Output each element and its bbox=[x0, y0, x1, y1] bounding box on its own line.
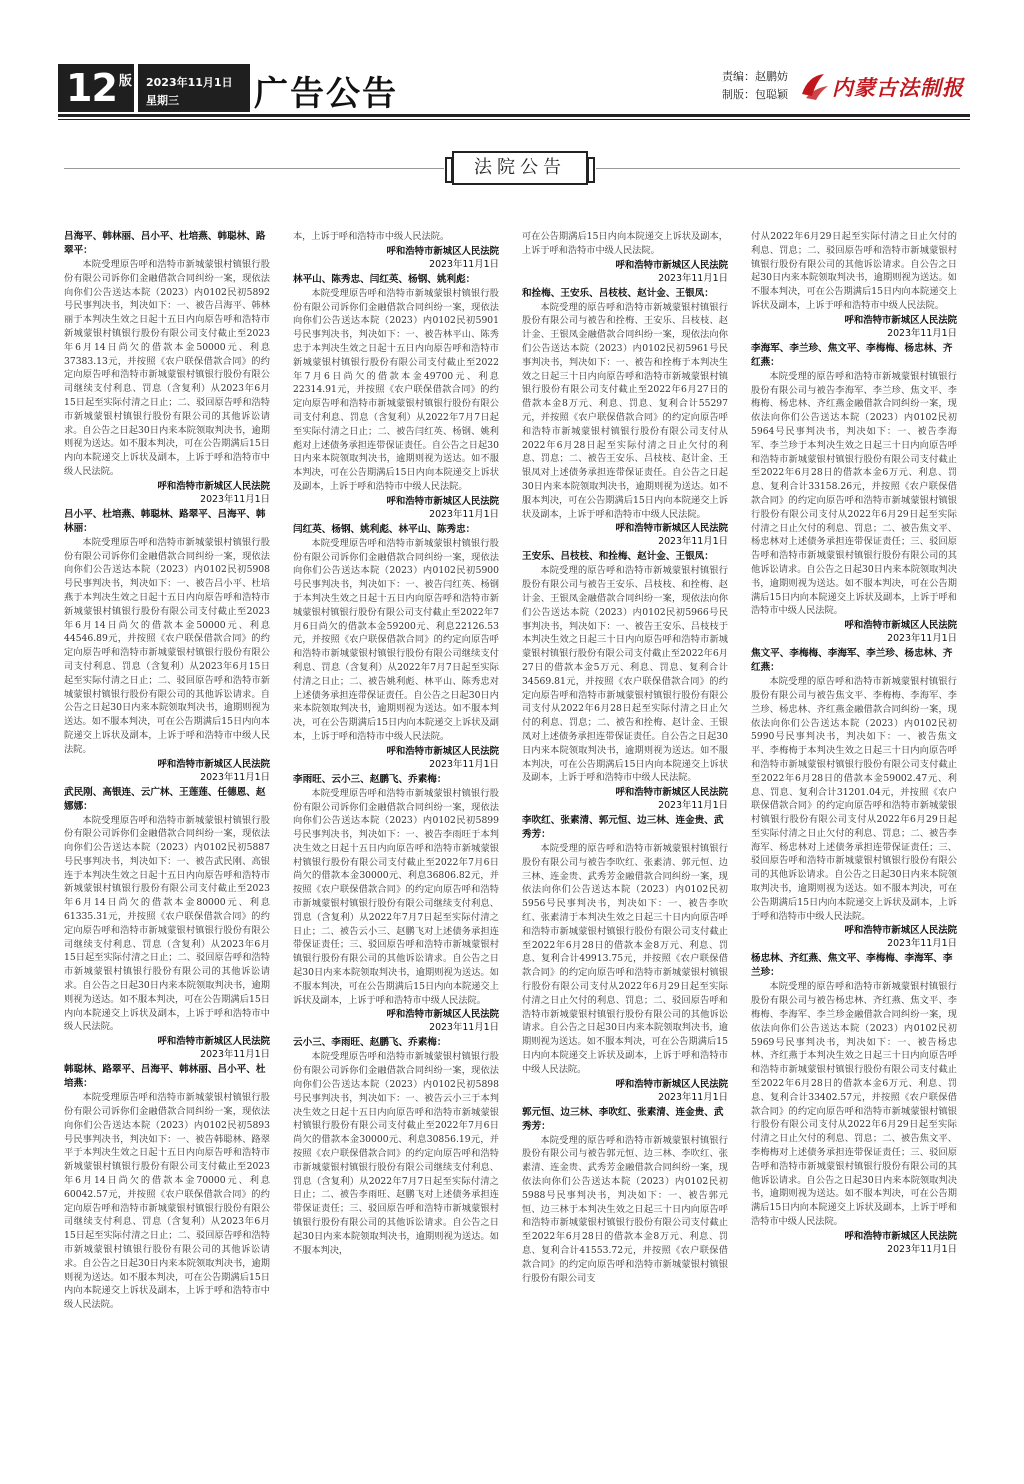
notice-date: 2023年11月1日 bbox=[429, 508, 499, 520]
notice-recipients: 杨忠林、齐红燕、焦文平、李梅梅、李海军、李兰珍： bbox=[751, 953, 953, 979]
notice-date: 2023年11月1日 bbox=[429, 258, 499, 270]
section-title: 广告公告 bbox=[254, 74, 398, 114]
issue-date-box bbox=[138, 64, 250, 112]
banner-rule-left bbox=[64, 168, 444, 169]
notice-date: 2023年11月1日 bbox=[200, 493, 270, 505]
header-rule bbox=[58, 114, 970, 117]
notice-body: 本院受理的原告呼和浩特市新城蒙银村镇银行股份有限公司与被告王安乐、吕枝枝、和拴梅、赵计金、王银凤金融借款合同纠纷一案，现依法向你们公告送达本院（2023）内0102民初5966号民事判决书，判决如下：一、被告王安乐、吕枝枝于本判决生效之日起三十日内向原告呼和浩特市新城蒙银村镇银行股份有限公司支付截止至2022年6月27日的借款本金5万元、利息、罚息、复利合计34569.81元，并按照《农户联保借款合同》的约定向原告呼和浩特市新城蒙银村镇银行股份有限公司支付从2022年6月28日起至实际付清之日止欠付的利息、罚息；二、被告和拴梅、赵计金、王银凤对上述债务承担连带保证责任。自公告之日起30日内来本院领取判决书，逾期则视为送达。如不服本判决，可在公告期满后15日内向本院递交上诉状及副本，上诉于呼和浩特市中级人民法院。 bbox=[522, 565, 728, 784]
notice-body: 本院受理原告呼和浩特市新城蒙银村镇银行股份有限公司诉你们金融借款合同纠纷一案，现依法向你们公告送达本院（2023）内0102民初5901号民事判决书，判决如下：一、被告林平山、陈秀忠于本判决生效之日起十五日内向原告呼和浩特市新城蒙银村镇银行股份有限公司支付截止至2022年7月6日尚欠的借款本金49700元、利息22314.91元，并按照《农户联保借款合同》的约定向原告呼和浩特市新城蒙银村镇银行股份有限公司支付利息、罚息（含复利）从2022年7月7日起至实际付清之日止；二、被告闫红英、杨钢、姚利彪对上述债务承担连带保证责任。自公告之日起30日内来本院领取判决书，逾期则视为送达。如不服本判决，可在公告期满后15日内向本院递交上诉状及副本，上诉于呼和浩特市中级人民法院。 bbox=[293, 287, 499, 492]
notice-recipients: 焦文平、李梅梅、李海军、李兰珍、杨忠林、齐红燕： bbox=[751, 648, 953, 674]
notice-court: 呼和浩特市新城区人民法院 bbox=[615, 523, 728, 535]
notice-body: 本院受理的原告呼和浩特市新城蒙银村镇银行股份有限公司与被告焦文平、李梅梅、李海军、李兰珍、杨忠林、齐红燕金融借款合同纠纷一案，现依法向你们公告送达本院（2023）内0102民初5990号民事判决书，判决如下：一、被告焦文平、李梅梅于本判决生效之日起三十日内向原告呼和浩特市新城蒙银村镇银行股份有限公司支付截止至2022年6月28日的借款本金59002.47元、利息、罚息、复利合计31201.04元，并按照《农户联保借款合同》的约定向原告呼和浩特市新城蒙银村镇银行股份有限公司支付从2022年6月29日起至实际付清之日止欠付的利息、罚息；二、被告李海军、杨忠林对上述债务承担连带保证责任；三、驳回原告呼和浩特市新城蒙银村镇银行股份有限公司的其他诉讼请求。自公告之日起30日内来本院领取判决书，逾期则视为送达。如不服本判决，可在公告期满后15日内向本院递交上诉状及副本，上诉于呼和浩特市中级人民法院。 bbox=[751, 676, 957, 922]
notice-date: 2023年11月1日 bbox=[887, 327, 957, 339]
notice-date: 2023年11月1日 bbox=[200, 1049, 270, 1061]
notice-body: 本院受理的原告呼和浩特市新城蒙银村镇银行股份有限公司与被告杨忠林、齐红燕、焦文平、李梅梅、李海军、李兰珍金融借款合同纠纷一案，现依法向你们公告送达本院（2023）内0102民初5969号民事判决书，判决如下：一、被告杨忠林、齐红燕于本判决生效之日起三十日内向原告呼和浩特市新城蒙银村镇银行股份有限公司支付截止至2022年6月28日的借款本金6万元、利息、罚息、复利合计33402.57元，并按照《农户联保借款合同》的约定向原告呼和浩特市新城蒙银村镇银行股份有限公司支付从2022年6月29日起至实际付清之日止欠付的利息、罚息；二、被告焦文平、李梅梅对上述债务承担连带保证责任；三、驳回原告呼和浩特市新城蒙银村镇银行股份有限公司的其他诉讼请求。自公告之日起30日内来本院领取判决书，逾期则视为送达。如不服本判决，可在公告期满后15日内向本院递交上诉状及副本，上诉于呼和浩特市中级人民法院。 bbox=[751, 981, 957, 1228]
court-notice bbox=[293, 773, 499, 1035]
notice-court: 呼和浩特市新城区人民法院 bbox=[157, 1036, 270, 1048]
notice-recipients: 闫红英、杨钢、姚利彪、林平山、陈秀忠： bbox=[293, 523, 476, 535]
notice-body: 本院受理原告呼和浩特市新城蒙银村镇银行股份有限公司诉你们金融借款合同纠纷一案，现依法向你们公告送达本院（2023）内0102民初5908号民事判决书，判决如下：一、被告吕小平、杜培燕于本判决生效之日起十五日内向原告呼和浩特市新城蒙银村镇银行股份有限公司支付截止至2023年6月14日尚欠的借款本金50000元、利息44546.89元，并按照《农户联保借款合同》的约定向原告呼和浩特市新城蒙银村镇银行股份有限公司支付利息、罚息（含复利）从2023年6月15日起至实际付清之日止；二、驳回原告呼和浩特市新城蒙银村镇银行股份有限公司的其他诉讼请求。自公告之日起30日内来本院领取判决书，逾期则视为送达。如不服本判决，可在公告期满后15日内向本院递交上诉状及副本，上诉于呼和浩特市中级人民法院。 bbox=[64, 536, 270, 755]
notice-court: 呼和浩特市新城区人民法院 bbox=[386, 1009, 499, 1021]
court-notice bbox=[293, 230, 499, 271]
logo-text: 内蒙古法制报 bbox=[832, 76, 964, 100]
notice-recipients: 林平山、陈秀忠、闫红英、杨钢、姚利彪： bbox=[293, 273, 476, 285]
notice-body: 本院受理的原告呼和浩特市新城蒙银村镇银行股份有限公司与被告郭元恒、边三林、李吹红、张素清、连金贵、武秀芳金融借款合同纠纷一案，现依法向你们公告送达本院（2023）内0102民初5988号民事判决书，判决如下：一、被告郭元恒、边三林于本判决生效之日起三十日内向原告呼和浩特市新城蒙银村镇银行股份有限公司支付截止至2022年6月28日的借款本金8万元、利息、罚息、复利合计41553.72元，并按照《农户联保借款合同》的约定向原告呼和浩特市新城蒙银村镇银行股份有限公司支 bbox=[522, 1134, 728, 1284]
court-notice bbox=[751, 342, 957, 645]
notice-recipients: 吕海平、韩林丽、吕小平、杜培燕、韩聪林、路翠平： bbox=[64, 231, 266, 256]
court-notice bbox=[293, 273, 499, 521]
notice-court: 呼和浩特市新城区人民法院 bbox=[386, 745, 499, 757]
issue-date: 2023年11月1日 bbox=[146, 76, 233, 89]
notice-recipients: 和拴梅、王安乐、吕枝枝、赵计金、王银凤： bbox=[522, 287, 714, 299]
page-number bbox=[58, 64, 134, 112]
notice-court: 呼和浩特市新城区人民法院 bbox=[157, 480, 270, 492]
court-notice bbox=[522, 814, 728, 1104]
court-notice bbox=[522, 287, 728, 549]
court-notice bbox=[293, 1036, 499, 1257]
notice-body: 付从2022年6月29日起至实际付清之日止欠付的利息、罚息；二、驳回原告呼和浩特市新城蒙银村镇银行股份有限公司的其他诉讼请求。自公告之日起30日内来本院领取判决书，逾期则视为送达。如不服本判决，可在公告期满后15日内向本院递交上诉状及副本，上诉于呼和浩特市中级人民法院。 bbox=[751, 231, 957, 311]
court-notice bbox=[293, 523, 499, 771]
notice-date: 2023年11月1日 bbox=[658, 536, 728, 548]
notice-recipients: 李雨旺、云小三、赵鹏飞、乔素梅： bbox=[293, 773, 447, 785]
court-notice bbox=[64, 1063, 270, 1312]
court-notice bbox=[64, 508, 270, 784]
notice-court: 呼和浩特市新城区人民法院 bbox=[386, 495, 499, 507]
notice-court: 呼和浩特市新城区人民法院 bbox=[844, 620, 957, 632]
notice-body: 本院受理原告呼和浩特市新城蒙银村镇银行股份有限公司诉你们金融借款合同纠纷一案，现依法向你们公告送达本院（2023）内0102民初5893号民事判决书，判决如下：一、被告韩聪林、路翠平于本判决生效之日起十五日内向原告呼和浩特市新城蒙银村镇银行股份有限公司支付截止至2023年6月14日尚欠的借款本金70000元、利息60042.57元，并按照《农户联保借款合同》的约定向原告呼和浩特市新城蒙银村镇银行股份有限公司继续支付利息、罚息（含复利）从2023年6月15日起至实际付清之日止；二、驳回原告呼和浩特市新城蒙银村镇银行股份有限公司的其他诉讼请求。自公告之日起30日内来本院领取判决书，逾期则视为送达。如不服本判决，可在公告期满后15日内向本院递交上诉状及副本，上诉于呼和浩特市中级人民法院。 bbox=[64, 1092, 270, 1311]
notice-recipients: 韩聪林、路翠平、吕海平、韩林丽、吕小平、杜培燕： bbox=[64, 1064, 266, 1090]
masthead bbox=[58, 64, 970, 116]
newspaper-logo bbox=[798, 68, 970, 108]
court-notice bbox=[522, 550, 728, 812]
notice-body: 本院受理的原告呼和浩特市新城蒙银村镇银行股份有限公司与被告李吹红、张素清、郭元恒、边三林、连金贵、武秀芳金融借款合同纠纷一案，现依法向你们公告送达本院（2023）内0102民初5956号民事判决书，判决如下：一、被告李吹红、张素清于本判决生效之日起三十日内向原告呼和浩特市新城蒙银村镇银行股份有限公司支付截止至2022年6月28日的借款本金8万元、利息、罚息、复利合计49913.75元，并按照《农户联保借款合同》的约定向原告呼和浩特市新城蒙银村镇银行股份有限公司支付从2022年6月29日起至实际付清之日止欠付的利息、罚息；二、驳回原告呼和浩特市新城蒙银村镇银行股份有限公司的其他诉讼请求。自公告之日起30日内来本院领取判决书，逾期则视为送达。如不服本判决，可在公告期满后15日内向本院递交上诉状及副本，上诉于呼和浩特市中级人民法院。 bbox=[522, 843, 728, 1075]
notice-court: 呼和浩特市新城区人民法院 bbox=[844, 925, 957, 937]
notice-body: 本院受理的原告呼和浩特市新城蒙银村镇银行股份有限公司与被告李海军、李兰珍、焦文平、李梅梅、杨忠林、齐红燕金融借款合同纠纷一案，现依法向你们公告送达本院（2023）内0102民初5964号民事判决书，判决如下：一、被告李海军、李兰珍于本判决生效之日起三十日内向原告呼和浩特市新城蒙银村镇银行股份有限公司支付截止至2022年6月28日的借款本金6万元、利息、罚息、复利合计33158.26元，并按照《农户联保借款合同》的约定向原告呼和浩特市新城蒙银村镇银行股份有限公司支付从2022年6月29日起至实际付清之日止欠付的利息、罚息；二、被告焦文平、杨忠林对上述债务承担连带保证责任；三、驳回原告呼和浩特市新城蒙银村镇银行股份有限公司的其他诉讼请求。自公告之日起30日内来本院领取判决书，逾期则视为送达。如不服本判决，可在公告期满后15日内向本院递交上诉状及副本，上诉于呼和浩特市中级人民法院。 bbox=[751, 370, 957, 617]
notice-body: 本院受理原告呼和浩特市新城蒙银村镇银行股份有限公司诉你们金融借款合同纠纷一案，现依法向你们公告送达本院（2023）内0102民初5887号民事判决书，判决如下：一、被告武民刚、高银连于本判决生效之日起十五日内向原告呼和浩特市新城蒙银村镇银行股份有限公司支付截止至2023年6月14日尚欠的借款本金80000元、利息61335.31元，并按照《农户联保借款合同》的约定向原告呼和浩特市新城蒙银村镇银行股份有限公司继续支付利息、罚息（含复利）从2023年6月15日起至实际付清之日止；二、驳回原告呼和浩特市新城蒙银村镇银行股份有限公司的其他诉讼请求。自公告之日起30日内来本院领取判决书，逾期则视为送达。如不服本判决，可在公告期满后15日内向本院递交上诉状及副本，上诉于呼和浩特市中级人民法院。 bbox=[64, 814, 270, 1033]
court-notice bbox=[751, 647, 957, 950]
notice-court: 呼和浩特市新城区人民法院 bbox=[615, 259, 728, 271]
court-notice bbox=[522, 1106, 728, 1286]
notice-court: 呼和浩特市新城区人民法院 bbox=[615, 1078, 728, 1090]
notice-date: 2023年11月1日 bbox=[658, 800, 728, 812]
notice-date: 2023年11月1日 bbox=[887, 633, 957, 645]
header-rule-thin bbox=[58, 119, 970, 120]
logo-emblem-icon bbox=[798, 70, 830, 102]
layout-editor: 制版：包聪颖 bbox=[722, 88, 788, 101]
court-notice bbox=[64, 786, 270, 1062]
notice-court: 呼和浩特市新城区人民法院 bbox=[615, 787, 728, 799]
notice-recipients: 武民刚、高银连、云广林、王莲莲、任德恩、赵娜娜： bbox=[64, 786, 266, 812]
notice-date: 2023年11月1日 bbox=[429, 758, 499, 770]
notice-date: 2023年11月1日 bbox=[887, 1243, 957, 1255]
court-notice bbox=[751, 230, 957, 340]
notice-court: 呼和浩特市新城区人民法院 bbox=[844, 314, 957, 326]
notice-court: 呼和浩特市新城区人民法院 bbox=[157, 758, 270, 770]
column-2 bbox=[293, 230, 499, 1460]
editor-credits bbox=[722, 68, 788, 104]
court-notice bbox=[64, 230, 270, 506]
notice-recipients: 吕小平、杜培燕、韩聪林、路翠平、吕海平、韩林丽： bbox=[64, 508, 266, 534]
banner-rule-right bbox=[596, 168, 960, 169]
notice-recipients: 王安乐、吕枝枝、和拴梅、赵计金、王银凤： bbox=[522, 551, 714, 563]
notice-recipients: 李吹红、张素清、郭元恒、边三林、连金贵、武秀芳： bbox=[522, 815, 724, 841]
notice-body: 可在公告期满后15日内向本院递交上诉状及副本，上诉于呼和浩特市中级人民法院。 bbox=[522, 231, 728, 256]
notice-body: 本院受理的原告呼和浩特市新城蒙银村镇银行股份有限公司与被告和拴梅、王安乐、吕枝枝、赵计金、王银凤金融借款合同纠纷一案，现依法向你们公告送达本院（2023）内0102民初5961号民事判决书，判决如下：一、被告和拴梅于本判决生效之日起三十日内向原告呼和浩特市新城蒙银村镇银行股份有限公司支付截止至2022年6月27日的借款本金8万元、利息、罚息、复利合计55297元，并按照《农户联保借款合同》的约定向原告呼和浩特市新城蒙银村镇银行股份有限公司支付从2022年6月28日起至实际付清之日止欠付的利息、罚息；二、被告王安乐、吕枝枝、赵计金、王银凤对上述债务承担连带保证责任。自公告之日起30日内来本院领取判决书，逾期则视为送达。如不服本判决，可在公告期满后15日内向本院递交上诉状及副本，上诉于呼和浩特市中级人民法院。 bbox=[522, 301, 728, 520]
page-number-value: 12 bbox=[66, 66, 117, 110]
editor: 责编：赵鹏妨 bbox=[722, 70, 788, 83]
section-banner: 法院公告 bbox=[452, 151, 588, 185]
column-1 bbox=[64, 230, 270, 1460]
notice-date: 2023年11月1日 bbox=[429, 1022, 499, 1034]
page-suffix: 版 bbox=[118, 74, 132, 89]
column-3 bbox=[522, 230, 728, 1460]
notice-date: 2023年11月1日 bbox=[658, 1091, 728, 1103]
notice-court: 呼和浩特市新城区人民法院 bbox=[844, 1230, 957, 1242]
notice-recipients: 云小三、李雨旺、赵鹏飞、乔素梅： bbox=[293, 1037, 447, 1049]
notice-body: 本院受理原告呼和浩特市新城蒙银村镇银行股份有限公司诉你们金融借款合同纠纷一案，现依法向你们公告送达本院（2023）内0102民初5900号民事判决书，判决如下：一、被告闫红英、杨钢于本判决生效之日起十五日内向原告呼和浩特市新城蒙银村镇银行股份有限公司支付截止至2022年7月6日尚欠的借款本金59200元、利息22126.53元，并按照《农户联保借款合同》的约定向原告呼和浩特市新城蒙银村镇银行股份有限公司继续支付利息、罚息（含复利）从2022年7月7日起至实际付清之日止；二、被告姚利彪、林平山、陈秀忠对上述债务承担连带保证责任。自公告之日起30日内来本院领取判决书，逾期则视为送达。如不服本判决，可在公告期满后15日内向本院递交上诉状及副本，上诉于呼和浩特市中级人民法院。 bbox=[293, 537, 499, 742]
court-notice bbox=[522, 230, 728, 285]
notice-court: 呼和浩特市新城区人民法院 bbox=[386, 245, 499, 257]
notice-body: 本院受理原告呼和浩特市新城蒙银村镇银行股份有限公司诉你们金融借款合同纠纷一案，现依法向你们公告送达本院（2023）内0102民初5899号民事判决书，判决如下：一、被告李雨旺于本判决生效之日起十五日内向原告呼和浩特市新城蒙银村镇银行股份有限公司支付截止至2022年7月6日尚欠的借款本金30000元、利息36806.82元，并按照《农户联保借款合同》的约定向原告呼和浩特市新城蒙银村镇银行股份有限公司继续支付利息、罚息（含复利）从2022年7月7日起至实际付清之日止；二、被告云小三、赵鹏飞对上述债务承担连带保证责任；三、驳回原告呼和浩特市新城蒙银村镇银行股份有限公司的其他诉讼请求。自公告之日起30日内来本院领取判决书，逾期则视为送达。如不服本判决，可在公告期满后15日内向本院递交上诉状及副本，上诉于呼和浩特市中级人民法院。 bbox=[293, 787, 499, 1006]
notice-body: 本院受理原告呼和浩特市新城蒙银村镇银行股份有限公司诉你们金融借款合同纠纷一案，现依法向你们公告送达本院（2023）内0102民初5898号民事判决书，判决如下：一、被告云小三于本判决生效之日起十五日内向原告呼和浩特市新城蒙银村镇银行股份有限公司支付截止至2022年7月6日尚欠的借款本金30000元、利息30856.19元，并按照《农户联保借款合同》的约定向原告呼和浩特市新城蒙银村镇银行股份有限公司继续支付利息、罚息（含复利）从2022年7月7日起至实际付清之日止；二、被告李雨旺、赵鹏飞对上述债务承担连带保证责任；三、驳回原告呼和浩特市新城蒙银村镇银行股份有限公司的其他诉讼请求。自公告之日起30日内来本院领取判决书，逾期则视为送达。如不服本判决， bbox=[293, 1051, 499, 1256]
notice-date: 2023年11月1日 bbox=[200, 771, 270, 783]
notice-body: 本，上诉于呼和浩特市中级人民法院。 bbox=[293, 231, 450, 242]
notice-body: 本院受理原告呼和浩特市新城蒙银村镇银行股份有限公司诉你们金融借款合同纠纷一案，现依法向你们公告送达本院（2023）内0102民初5892号民事判决书，判决如下：一、被告吕海平、韩林丽于本判决生效之日起十五日内向原告呼和浩特市新城蒙银村镇银行股份有限公司支付截止至2023年6月14日尚欠的借款本金50000元、利息37383.13元，并按照《农户联保借款合同》的约定向原告呼和浩特市新城蒙银村镇银行股份有限公司继续支付利息、罚息（含复利）从2023年6月15日起至实际付清之日止；二、驳回原告呼和浩特市新城蒙银村镇银行股份有限公司的其他诉讼请求。自公告之日起30日内来本院领取判决书，逾期则视为送达。如不服本判决，可在公告期满后15日内向本院递交上诉状及副本，上诉于呼和浩特市中级人民法院。 bbox=[64, 259, 270, 477]
notice-date: 2023年11月1日 bbox=[658, 272, 728, 284]
issue-weekday: 星期三 bbox=[146, 94, 179, 107]
notice-date: 2023年11月1日 bbox=[887, 938, 957, 950]
notice-recipients: 郭元恒、边三林、李吹红、张素清、连金贵、武秀芳： bbox=[522, 1106, 724, 1132]
notice-recipients: 李海军、李兰珍、焦文平、李梅梅、杨忠林、齐红燕： bbox=[751, 342, 953, 368]
column-4 bbox=[751, 230, 957, 1460]
court-notice bbox=[751, 952, 957, 1255]
